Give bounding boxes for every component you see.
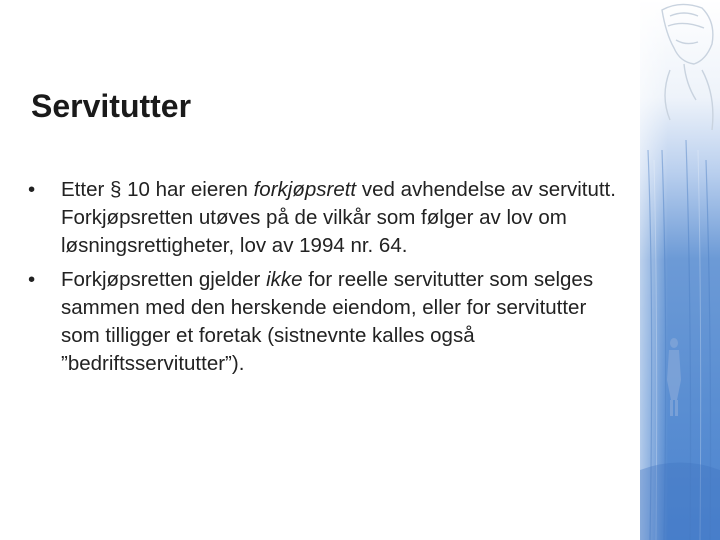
slide-title: Servitutter (31, 88, 192, 124)
bullet-text (61, 178, 616, 257)
bullet-marker: • (28, 178, 36, 201)
bullet-item (28, 266, 624, 378)
bullet-text (61, 268, 593, 375)
bullet-list (28, 176, 624, 384)
bullet-text-part: Forkjøpsretten gjelder (61, 268, 267, 291)
decorative-side-panel-icon (640, 0, 720, 540)
bullet-text-emphasis: ikke (266, 268, 303, 291)
bullet-text-emphasis: forkjøpsrett (253, 178, 357, 201)
bullet-text-part: Etter § 10 har eieren (61, 178, 254, 201)
bullet-text-part: ved avhendelse av servitutt. Forkjøpsretten utøves på de vilkår som følger av lov om løsningsrettigheter, lov av 1994 nr. 64. (61, 178, 616, 257)
bullet-text-part: for reelle servitutter som selges sammen med den herskende eiendom, eller for servitutter som tilligger et foretak (sistnevnte kalles også ”bedriftsservitutter”). (61, 268, 594, 375)
bullet-marker: • (28, 268, 36, 291)
bullet-item (28, 176, 624, 260)
